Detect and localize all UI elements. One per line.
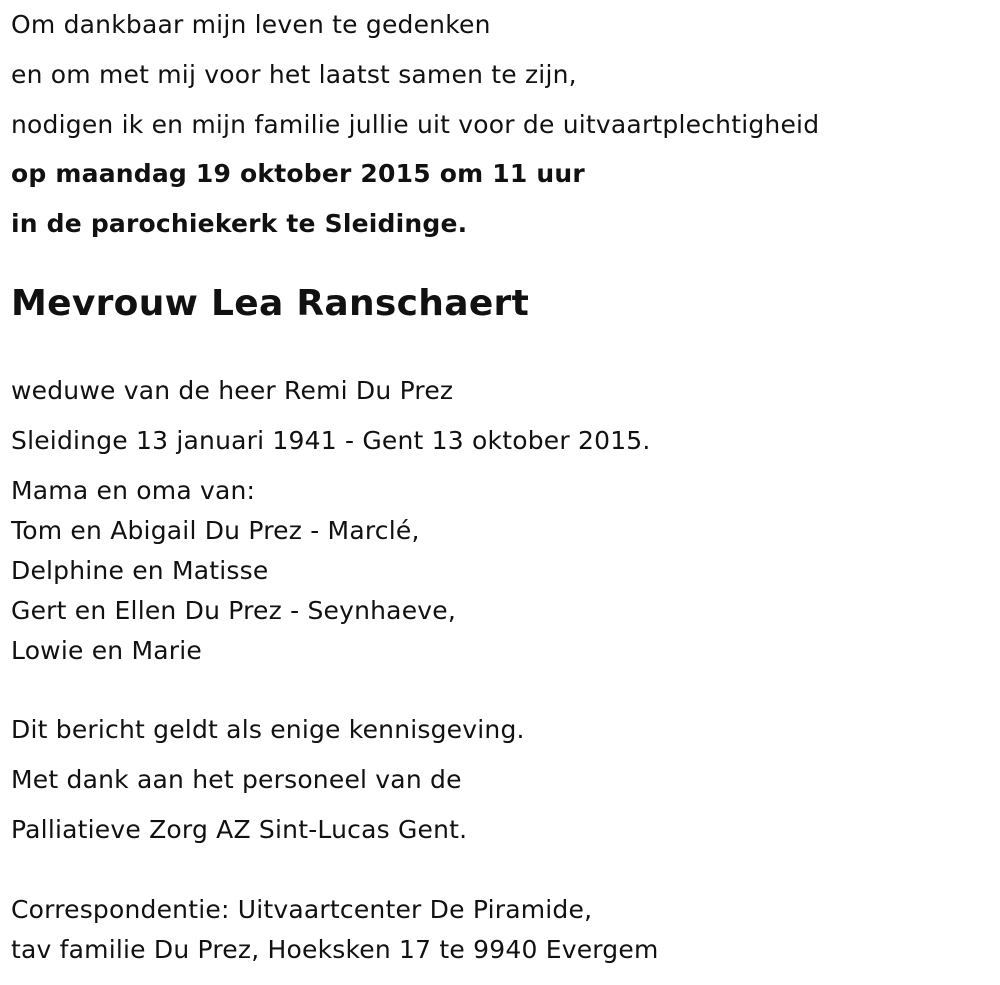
notice-line-2: Met dank aan het personeel van de	[11, 765, 462, 794]
ceremony-place: in de parochiekerk te Sleidinge.	[11, 209, 468, 238]
intro-line-1: Om dankbaar mijn leven te gedenken	[11, 10, 491, 39]
deceased-relation: weduwe van de heer Remi Du Prez	[11, 376, 454, 405]
family-member: Delphine en Matisse	[11, 556, 269, 585]
family-member: Tom en Abigail Du Prez - Marclé,	[11, 516, 420, 545]
deceased-life-dates: Sleidinge 13 januari 1941 - Gent 13 oktober 2015.	[11, 426, 651, 455]
notice-line-1: Dit bericht geldt als enige kennisgeving.	[11, 715, 525, 744]
family-member: Gert en Ellen Du Prez - Seynhaeve,	[11, 596, 456, 625]
intro-line-2: en om met mij voor het laatst samen te zijn,	[11, 60, 577, 89]
ceremony-date: op maandag 19 oktober 2015 om 11 uur	[11, 159, 585, 188]
family-member: Lowie en Marie	[11, 636, 202, 665]
correspondence-line-2: tav familie Du Prez, Hoeksken 17 te 9940 Evergem	[11, 935, 659, 964]
notice-line-3: Palliatieve Zorg AZ Sint-Lucas Gent.	[11, 815, 468, 844]
correspondence-line-1: Correspondentie: Uitvaartcenter De Piramide,	[11, 895, 593, 924]
deceased-name: Mevrouw Lea Ranschaert	[11, 283, 530, 324]
family-heading: Mama en oma van:	[11, 476, 256, 505]
intro-line-3: nodigen ik en mijn familie jullie uit voor de uitvaartplechtigheid	[11, 110, 820, 139]
